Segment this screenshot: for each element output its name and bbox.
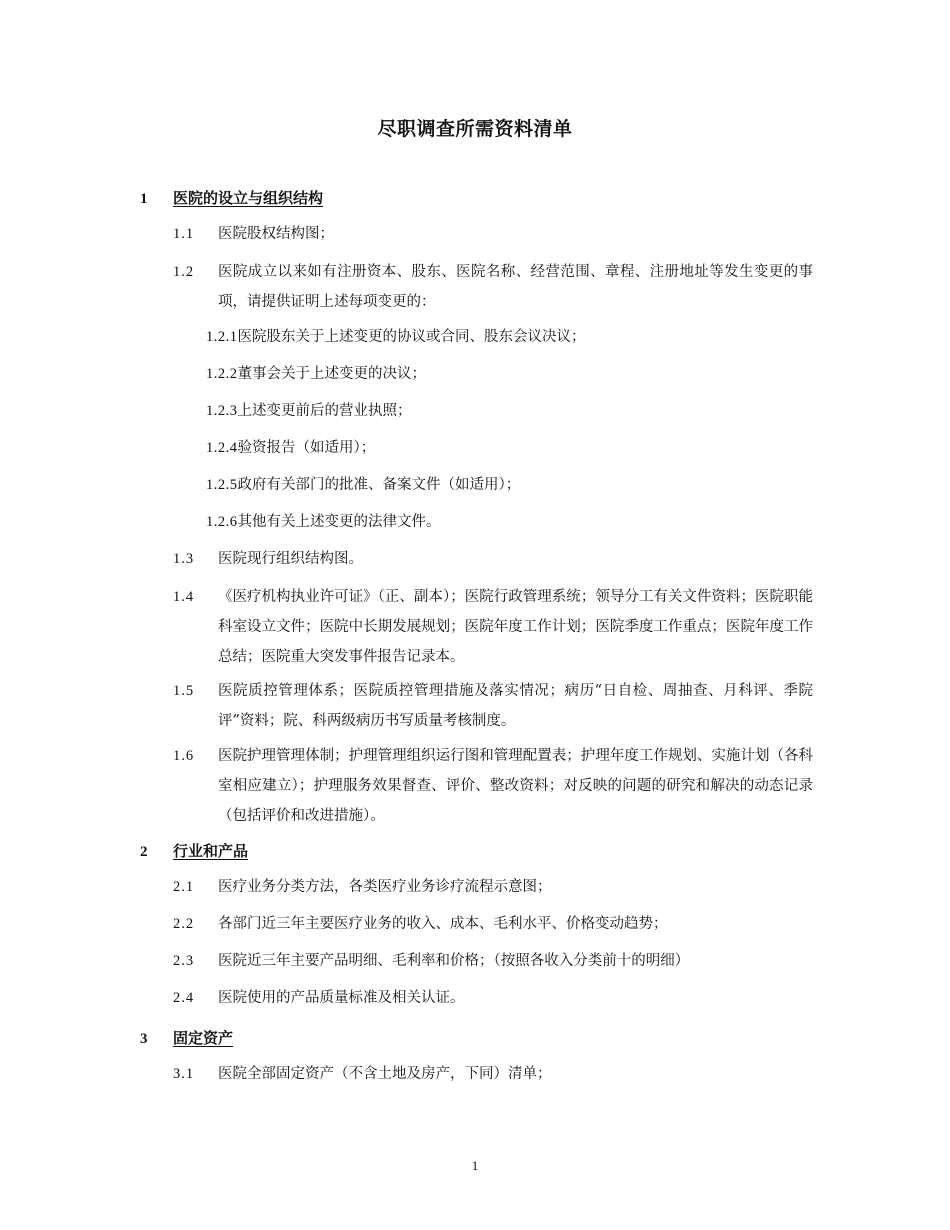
section-heading-1 [140, 187, 323, 208]
list-item-1-6 [173, 741, 813, 831]
list-item-1-5 [173, 676, 813, 736]
item-text: 医院质控管理体系；医院质控管理措施及落实情况；病历“日自检、周抽查、月科评、季院评”资料；院、科两级病历书写质量考核制度。 [218, 683, 813, 729]
sub-item-1-2-4 [206, 433, 375, 463]
sub-item-number: 1.2.2 [206, 366, 238, 382]
item-number: 2.4 [173, 990, 195, 1006]
section-title: 行业和产品 [173, 842, 249, 860]
item-number: 2.2 [173, 916, 195, 932]
sub-item-1-2-6 [206, 507, 441, 537]
page-number: 1 [471, 1158, 479, 1173]
section-number: 1 [140, 191, 148, 207]
sub-item-text: 上述变更前后的营业执照； [237, 403, 412, 419]
item-text: 医院全部固定资产（不含土地及房产，下同）清单； [218, 1066, 552, 1082]
sub-item-text: 政府有关部门的批准、备案文件（如适用）； [237, 477, 521, 493]
sub-item-text: 验资报告（如适用）； [237, 440, 376, 456]
section-number: 2 [140, 844, 148, 860]
item-number: 1.6 [173, 748, 195, 764]
sub-item-1-2-2 [206, 359, 426, 389]
list-item-2-1 [173, 872, 813, 902]
section-heading-2 [140, 840, 248, 861]
item-number: 1.4 [173, 589, 195, 605]
sub-item-number: 1.2.6 [206, 514, 238, 530]
section-title: 固定资产 [173, 1029, 234, 1047]
section-heading-3 [140, 1027, 233, 1048]
list-item-1-4 [173, 582, 813, 672]
sub-item-number: 1.2.4 [206, 440, 238, 456]
sub-item-number: 1.2.1 [206, 329, 238, 345]
item-text: 医院护理管理体制；护理管理组织运行图和管理配置表；护理年度工作规划、实施计划（各科室相应建立）；护理服务效果督查、评价、整改资料；对反映的问题的研究和解决的动态记录（包括评价和改进措施）。 [218, 748, 813, 824]
item-number: 2.3 [173, 953, 195, 969]
sub-item-text: 医院股东关于上述变更的协议或合同、股东会议决议； [237, 329, 586, 345]
sub-item-text: 董事会关于上述变更的决议； [237, 366, 426, 382]
item-number: 1.3 [173, 551, 195, 567]
item-text: 医院近三年主要产品明细、毛利率和价格；（按照各收入分类前十的明细） [218, 953, 690, 969]
sub-item-text: 其他有关上述变更的法律文件。 [237, 514, 441, 530]
item-text: 医院使用的产品质量标准及相关认证。 [218, 990, 465, 1006]
item-number: 3.1 [173, 1066, 195, 1082]
sub-item-1-2-1 [206, 322, 586, 352]
item-text: 医院股权结构图； [218, 226, 334, 242]
item-text: 各部门近三年主要医疗业务的收入、成本、毛利水平、价格变动趋势； [218, 916, 668, 932]
sub-item-number: 1.2.5 [206, 477, 238, 493]
item-number: 1.1 [173, 226, 195, 242]
item-text: 《医疗机构执业许可证》（正、副本）；医院行政管理系统；领导分工有关文件资料；医院职能科室设立文件；医院中长期发展规划；医院年度工作计划；医院季度工作重点；医院年度工作总结；医院重大突发事件报告记录本。 [218, 589, 813, 665]
sub-item-1-2-3 [206, 396, 412, 426]
list-item-2-2 [173, 909, 813, 939]
sub-item-1-2-5 [206, 470, 520, 500]
document-title: 尽职调查所需资料清单 [377, 118, 573, 140]
section-title: 医院的设立与组织结构 [173, 189, 324, 207]
item-text: 医疗业务分类方法，各类医疗业务诊疗流程示意图； [218, 879, 552, 895]
item-text: 医院成立以来如有注册资本、股东、医院名称、经营范围、章程、注册地址等发生变更的事项，请提供证明上述每项变更的： [218, 264, 813, 310]
item-number: 1.5 [173, 683, 195, 699]
sub-item-number: 1.2.3 [206, 403, 238, 419]
list-item-1-3 [173, 544, 813, 574]
list-item-1-1 [173, 219, 813, 249]
item-text: 医院现行组织结构图。 [218, 551, 363, 567]
section-number: 3 [140, 1031, 148, 1047]
list-item-2-4 [173, 983, 813, 1013]
list-item-3-1 [173, 1059, 813, 1089]
item-number: 1.2 [173, 264, 195, 280]
list-item-2-3 [173, 946, 813, 976]
list-item-1-2 [173, 257, 813, 317]
item-number: 2.1 [173, 879, 195, 895]
